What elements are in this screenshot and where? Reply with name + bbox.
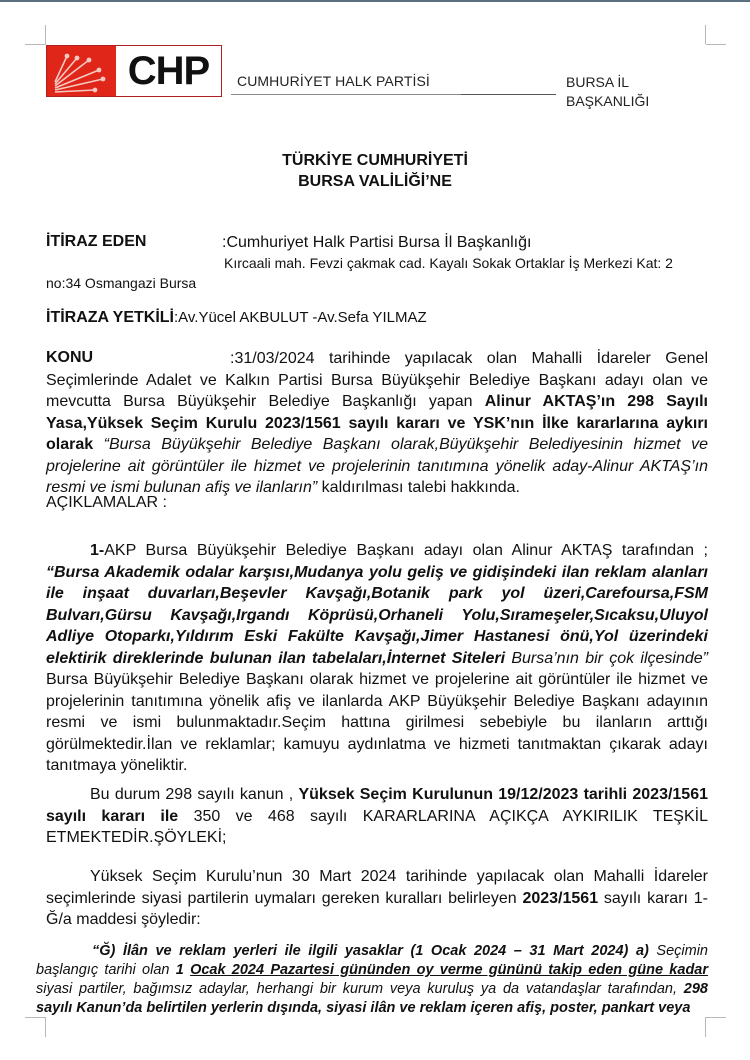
objector-row bbox=[46, 233, 146, 251]
quote-bold-italic-3: 298 sayılı Kanun’da belirtilen yerlerin dışında, siyasi ilân ve reklam içeren afiş, poster, pankart veya bbox=[36, 981, 708, 1016]
chp-logo bbox=[46, 45, 222, 97]
item-1-intro: AKP Bursa Büyükşehir Belediye Başkanı adayı olan Alinur AKTAŞ tarafından ; bbox=[104, 542, 708, 559]
explanation-item-1 bbox=[46, 540, 708, 777]
item-1-text: Bursa Büyükşehir Belediye Başkanı olarak hizmet ve projelerine ait görüntüler ile hizmet ve projelerinin tanıtımına yönelik afiş ve ilanlarda AKP Büyükşehir Belediye Başkanı adayının resmi ve ismi bulunmaktadır.Seçim hattına girilmesi sebebiyle bu ilanların arttığı görülmektedir.İlan ve reklamlar; kamuyu aydınlatma ve hizmeti tanıtmaktan çıkarak adayı tanıtmaya yöneliktir. bbox=[46, 671, 708, 774]
subject-bold-1: Alinur AKTAŞ’ın 298 Sayılı Yasa,Yüksek Seçim Kurulu 2023/1561 sayılı kararı ve YSK’nın İlke kararlarına aykırı olarak bbox=[46, 393, 708, 453]
authorized-value: :Av.Yücel AKBULUT -Av.Sefa YILMAZ bbox=[174, 309, 427, 326]
subject-label-text: KONU bbox=[46, 349, 94, 366]
para-3-text-1: Yüksek Seçim Kurulu’nun 30 Mart 2024 tarihinde yapılacak olan Mahalli İdareler seçimlerinde siyasi partilerin uymaları gereken kuralları belirleyen bbox=[46, 868, 708, 907]
para-3-text-2: sayılı kararı 1-Ğ/a maddesi şöyledir: bbox=[46, 889, 709, 928]
paragraph-3 bbox=[46, 866, 708, 931]
regulation-quote bbox=[36, 942, 708, 1018]
crop-mark-bottom-right-v bbox=[705, 1017, 706, 1037]
paragraph-2 bbox=[46, 784, 708, 849]
item-1-locations: “Bursa Akademik odalar karşısı,Mudanya yolu geliş ve gidişindeki ilan reklam alanları ile inşaat duvarları,Beşevler Kavşağı,Botanik park yol üzeri,Carefoursa,FSM Bulvarı,Gürsu Kavşağı,Irgandı Köprüsü,Orhaneli Yolu,Sırameşeler,Sıcaksu,Uluyol Adliye Otoparkı,Yıldırım Eski Fakülte Kavşağı,Jimer Hastanesi önü,Yol üzerindeki elektirik direklerinde bulunan ilan tabelaları,İnternet Siteleri bbox=[46, 563, 708, 667]
objector-value: :Cumhuriyet Halk Partisi Bursa İl Başkanlığı bbox=[222, 234, 532, 251]
crop-mark-bottom-right-h bbox=[706, 1017, 726, 1018]
quote-bold-italic-2: 1 bbox=[175, 962, 191, 978]
party-name: CUMHURİYET HALK PARTİSİ bbox=[237, 73, 430, 89]
header-rule bbox=[231, 94, 461, 95]
objector-address-2: no:34 Osmangazi Bursa bbox=[46, 275, 197, 291]
branch-line-2: BAŞKANLIĞI bbox=[566, 93, 650, 109]
crop-mark-top-left-v bbox=[45, 25, 46, 45]
para-2-bold-1: Yüksek Seçim Kurulunun 19/12/2023 tarihli 2023/1561 sayılı kararı ile bbox=[46, 786, 709, 825]
branch-name bbox=[566, 73, 649, 111]
crop-mark-bottom-left-v bbox=[45, 1017, 46, 1037]
para-2-text-2: 350 ve 468 sayılı KARARLARINA AÇIKÇA AYKIRILIK TEŞKİL ETMEKTEDİR.ŞÖYLEKİ; bbox=[46, 807, 708, 846]
item-1-italic: Bursa’nın bir çok ilçesinde” bbox=[505, 649, 709, 667]
subject-text-1: :31/03/2024 tarihinde yapılacak olan Mahalli İdareler Genel Seçimlerinde Adalet ve Kalkın Partisi Bursa Büyükşehir Belediye Başkanı adayı olan ve mevcutta Bursa Büyükşehir Belediye Başkanlığı yapan bbox=[46, 350, 708, 410]
para-2-text-1: Bu durum 298 sayılı kanun , bbox=[90, 786, 299, 803]
subject-italic-1: “Bursa Büyükşehir Belediye Başkanı olarak,Büyükşehir Belediyesinin hizmet ve projelerine ait görüntüler ile hizmet ve projelerinin tanıtımına yönelik aday-Alinur AKTAŞ’ın resmi ve ismi bulunan afiş ve ilanların” bbox=[46, 436, 708, 496]
subject-paragraph bbox=[46, 348, 708, 499]
quote-underlined: Ocak 2024 Pazartesi gününden oy verme gününü takip eden güne kadar bbox=[190, 962, 709, 978]
top-border bbox=[0, 0, 750, 2]
addressee bbox=[0, 150, 750, 192]
explanations-heading: AÇIKLAMALAR : bbox=[46, 494, 167, 511]
objector-address-1: Kırcaali mah. Fevzi çakmak cad. Kayalı Sokak Ortaklar İş Merkezi Kat: 2 bbox=[224, 255, 673, 271]
quote-italic-2: siyasi partiler, bağımsız adaylar, herhangi bir kurum veya kuruluş ya da vatandaşlar tarafından, bbox=[36, 981, 684, 997]
item-1-number: 1- bbox=[90, 542, 105, 559]
authorized-label: İTİRAZA YETKİLİ bbox=[46, 309, 174, 326]
quote-italic-1: Seçimin başlangıç tarihi olan bbox=[36, 943, 708, 978]
branch-line-1: BURSA İL bbox=[566, 74, 630, 90]
subject-text-2: kaldırılması talebi hakkında. bbox=[317, 479, 520, 496]
quote-bold-italic-1: “Ğ) İlân ve reklam yerleri ile ilgili yasaklar (1 Ocak 2024 – 31 Mart 2024) a) bbox=[92, 943, 649, 959]
addressee-line-2: BURSA VALİLİĞİ’NE bbox=[298, 173, 452, 190]
addressee-line-1: TÜRKİYE CUMHURİYETİ bbox=[282, 152, 468, 169]
header-rule-dark bbox=[461, 94, 556, 95]
logo-text: CHP bbox=[127, 48, 210, 93]
objector-label: İTİRAZ EDEN bbox=[46, 233, 147, 250]
para-3-bold-1: 2023/1561 bbox=[522, 889, 599, 907]
crop-mark-top-right-h bbox=[706, 44, 726, 45]
crop-mark-top-left-h bbox=[25, 44, 45, 45]
crop-mark-top-right-v bbox=[705, 25, 706, 44]
authorized-row bbox=[46, 309, 427, 327]
six-arrows-icon bbox=[47, 46, 116, 96]
